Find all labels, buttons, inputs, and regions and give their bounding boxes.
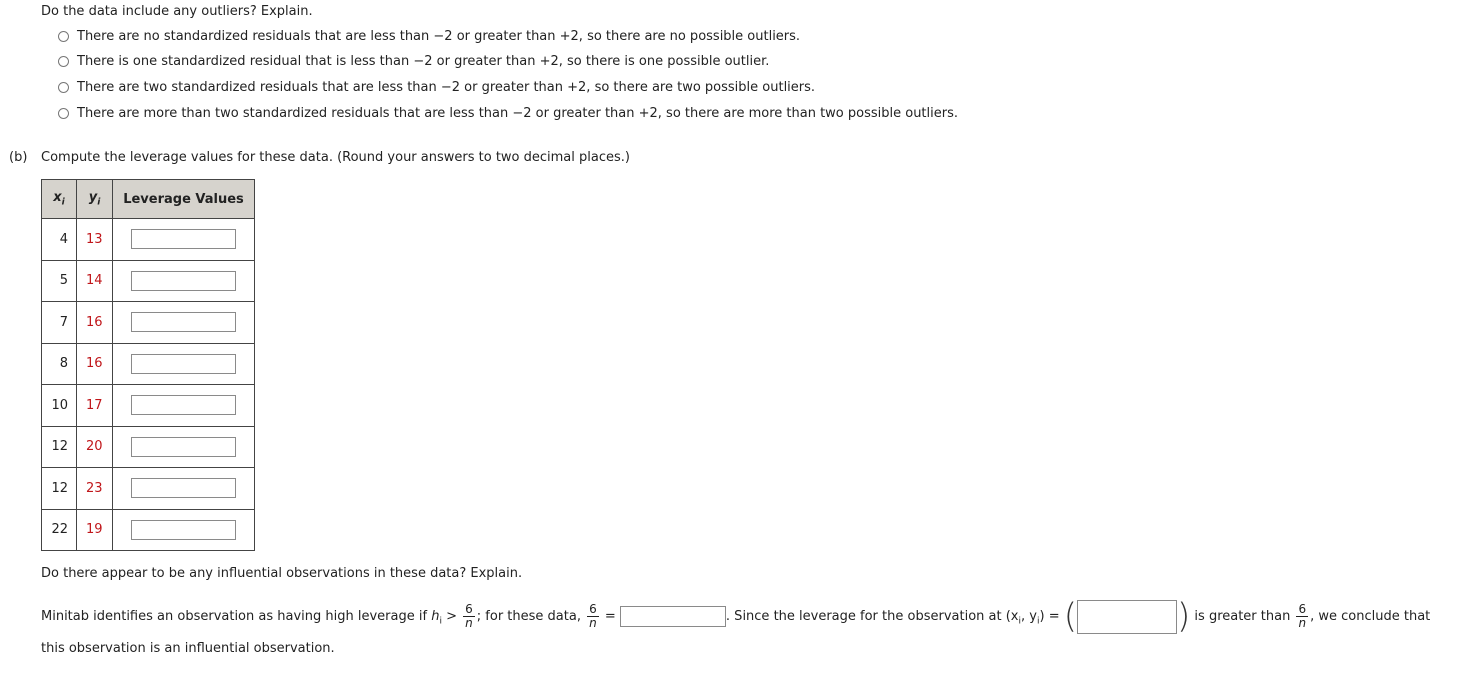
radio-button[interactable]: [58, 82, 69, 93]
sentence-part1: Minitab identifies an observation as having high leverage if: [41, 609, 428, 624]
left-paren: (: [1063, 596, 1078, 637]
fraction-6-over-n: $\frac{6}{n}$: [465, 602, 473, 630]
radio-button[interactable]: [58, 56, 69, 67]
influential-question: Do there appear to be any influential observations in these data? Explain.: [41, 566, 523, 581]
observation-input[interactable]: [1077, 600, 1177, 634]
outlier-question: Do the data include any outliers? Explain.: [41, 4, 313, 19]
option-label: There are more than two standardized residuals that are less than −2 or greater than +2, so there are more than two possible outliers.: [77, 106, 958, 121]
leverage-cell: [113, 468, 255, 510]
leverage-sentence: Minitab identifies an observation as having high leverage if $h_i$ > $\frac{6}{n}$ ; for these data, $\frac{6}{n}$ = . Since the leverage for the observation at ($x_i$, $y_i$) = ( ) is greater than $\frac{6}{n}$ , we conclude that: [41, 596, 1431, 637]
sentence-part2: ; for these data,: [476, 609, 581, 624]
leverage-input[interactable]: [131, 312, 236, 332]
y-value: 13: [77, 219, 113, 261]
table-row: [42, 385, 255, 427]
leverage-cell: [113, 385, 255, 427]
fraction-6-over-n: $\frac{6}{n}$: [1298, 602, 1307, 630]
equals-sign: =: [604, 609, 616, 624]
x-value: 12: [42, 426, 77, 468]
y-value: 17: [77, 385, 113, 427]
table-row: [42, 343, 255, 385]
outlier-option-1[interactable]: [58, 29, 800, 44]
outlier-option-2[interactable]: [58, 54, 769, 69]
leverage-cell: [113, 219, 255, 261]
y-value: 20: [77, 426, 113, 468]
outlier-option-3[interactable]: [58, 80, 815, 95]
sentence-part4: is greater than: [1194, 609, 1291, 624]
y-value: 16: [77, 343, 113, 385]
fraction-6-over-n: $\frac{6}{n}$: [589, 602, 597, 630]
leverage-table: [41, 179, 255, 551]
radio-button[interactable]: [58, 31, 69, 42]
leverage-input[interactable]: [131, 271, 236, 291]
leverage-cell: [113, 509, 255, 551]
table-row: [42, 260, 255, 302]
leverage-cell: [113, 260, 255, 302]
table-row: [42, 468, 255, 510]
outlier-option-4[interactable]: [58, 106, 958, 121]
part-b-label: (b): [9, 150, 28, 165]
pair-open: (x: [1005, 609, 1019, 624]
y-value: 23: [77, 468, 113, 510]
y-value: 19: [77, 509, 113, 551]
leverage-cell: [113, 302, 255, 344]
y-value: 16: [77, 302, 113, 344]
table-row: [42, 302, 255, 344]
header-leverage: Leverage Values: [113, 180, 255, 219]
header-x: $x_i$: [42, 180, 77, 219]
sentence-part5: , we conclude that: [1310, 609, 1431, 624]
ratio-input[interactable]: [620, 606, 726, 627]
x-value: 5: [42, 260, 77, 302]
leverage-input[interactable]: [131, 437, 236, 457]
radio-button[interactable]: [58, 108, 69, 119]
x-value: 8: [42, 343, 77, 385]
table-row: [42, 219, 255, 261]
x-value: 7: [42, 302, 77, 344]
table-row: [42, 426, 255, 468]
right-paren: ): [1177, 596, 1191, 637]
leverage-input[interactable]: [131, 229, 236, 249]
table-header-row: [42, 180, 255, 219]
sentence-part6: this observation is an influential observation.: [41, 641, 335, 656]
leverage-input[interactable]: [131, 478, 236, 498]
h-subscript: i: [439, 616, 442, 627]
sentence-part3: . Since the leverage for the observation at: [725, 609, 1002, 624]
greater-than: >: [446, 609, 457, 624]
part-b-instruction: Compute the leverage values for these data. (Round your answers to two decimal places.): [41, 150, 630, 165]
table-row: [42, 509, 255, 551]
option-label: There is one standardized residual that is less than −2 or greater than +2, so there is one possible outlier.: [77, 54, 770, 69]
leverage-cell: [113, 426, 255, 468]
leverage-cell: [113, 343, 255, 385]
x-value: 22: [42, 509, 77, 551]
leverage-input[interactable]: [131, 354, 236, 374]
leverage-input[interactable]: [131, 520, 236, 540]
leverage-input[interactable]: [131, 395, 236, 415]
h-symbol: h: [431, 609, 440, 624]
header-y: $y_i$: [77, 180, 113, 219]
x-value: 4: [42, 219, 77, 261]
x-value: 10: [42, 385, 77, 427]
option-label: There are no standardized residuals that are less than −2 or greater than +2, so there are no possible outliers.: [77, 29, 801, 44]
y-value: 14: [77, 260, 113, 302]
x-value: 12: [42, 468, 77, 510]
option-label: There are two standardized residuals that are less than −2 or greater than +2, so there are two possible outliers.: [77, 80, 816, 95]
